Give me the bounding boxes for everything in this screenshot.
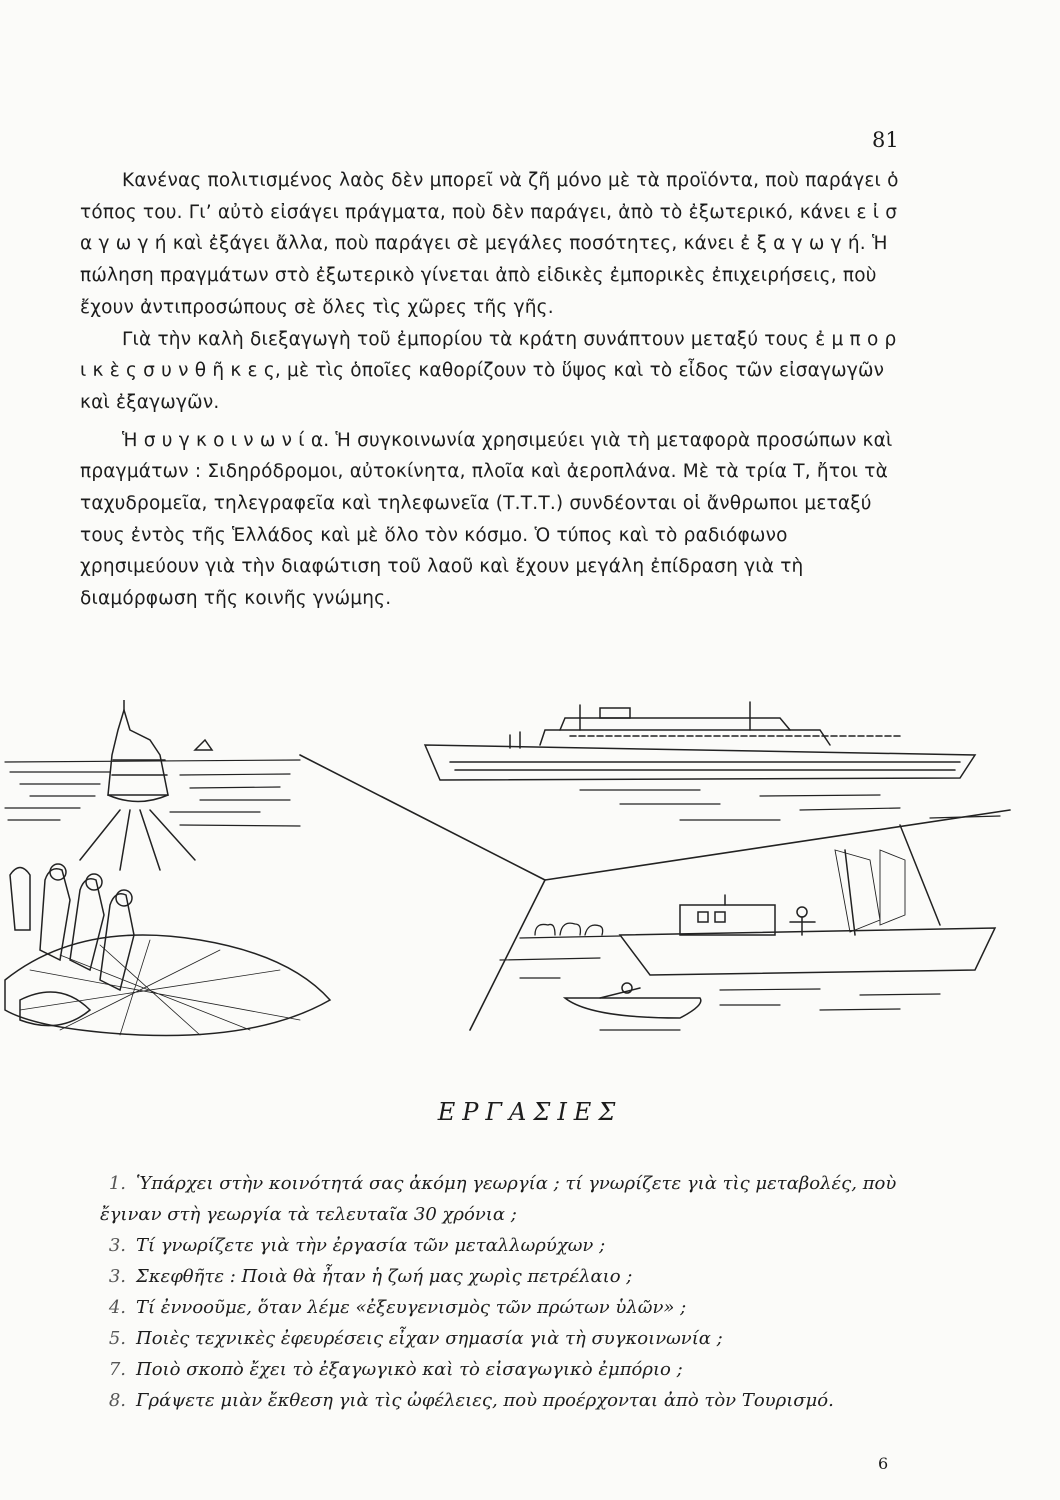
exercise-item bbox=[100, 1323, 900, 1354]
ocean-liner bbox=[425, 702, 975, 780]
exercise-item bbox=[100, 1168, 900, 1230]
sea-lines-bottom bbox=[500, 958, 940, 1030]
exercise-text: Ποιὲς τεχνικὲς ἐφευρέσεις εἶχαν σημασία γιὰ τὴ συγκοινωνία ; bbox=[136, 1328, 723, 1349]
exercise-text: Τί γνωρίζετε γιὰ τὴν ἐργασία τῶν μεταλλωρύχων ; bbox=[136, 1235, 606, 1256]
divider-bottom bbox=[470, 880, 545, 1030]
steamship-front bbox=[80, 700, 212, 870]
exercises-list bbox=[100, 1168, 900, 1416]
shore-trees bbox=[520, 923, 620, 938]
exercise-text: Ποιὸ σκοπὸ ἔχει τὸ ἐξαγωγικὸ καὶ τὸ εἰσαγωγικὸ ἐμπόριο ; bbox=[136, 1359, 683, 1380]
rowboat bbox=[565, 983, 701, 1018]
paragraph-trade: Κανένας πολιτισμένος λαὸς δὲν μπορεῖ νὰ ζῆ μόνο μὲ τὰ προϊόντα, ποὺ παράγει ὁ τόπος του. Γι’ αὐτὸ εἰσάγει πράγματα, ποὺ δὲν παράγει, ἀπὸ τὸ ἐξωτερικό, κάνει ε ἰ σ α γ ω γ ή καὶ ἐξάγει ἄλλα, ποὺ παράγει σὲ μεγάλες ποσότητες, κάνει ἐ ξ α γ ω γ ή. Ἡ πώληση πραγμάτων στὸ ἐξωτερικὸ γίνεται ἀπὸ εἰδικὲς ἐμπορικὲς ἐπιχειρήσεις, ποὺ ἔχουν ἀντιπροσώπους σὲ ὅλες τὶς χῶρες τῆς γῆς. bbox=[80, 170, 899, 318]
sea-lines-left bbox=[5, 760, 300, 826]
exercise-item bbox=[100, 1292, 900, 1323]
exercise-text: Γράψετε μιὰν ἔκθεση γιὰ τὶς ὠφέλειες, ποὺ προέρχονται ἀπὸ τὸν Τουρισμό. bbox=[136, 1390, 834, 1411]
exercise-number: 3. bbox=[108, 1235, 126, 1256]
signature-mark: 6 bbox=[878, 1454, 889, 1473]
exercises-title: ΕΡΓΑΣΙΕΣ bbox=[437, 1098, 623, 1126]
exercise-item bbox=[100, 1261, 900, 1292]
fishermen-with-nets bbox=[5, 864, 330, 1036]
page-number: 81 bbox=[872, 128, 899, 152]
exercise-item bbox=[100, 1230, 900, 1261]
paragraph-transport: Ἡ σ υ γ κ ο ι ν ω ν ί α. Ἡ συγκοινωνία χρησιμεύει γιὰ τὴ μεταφορὰ προσώπων καὶ πραγμάτων : Σιδηρόδρομοι, αὐτοκίνητα, πλοῖα καὶ ἀεροπλάνα. Μὲ τὰ τρία Τ, ἤτοι τὰ ταχυδρομεῖα, τηλεγραφεῖα καὶ τηλεφωνεῖα (Τ.Τ.Τ.) συνδέονται οἱ ἄνθρωποι μεταξύ τους ἐντὸς τῆς Ἑλλάδος καὶ μὲ ὅλο τὸν κόσμο. Ὁ τύπος καὶ τὸ ραδιόφωνο χρησιμεύουν γιὰ τὴν διαφώτιση τοῦ λαοῦ καὶ ἔχουν μεγάλη ἐπίδραση γιὰ τὴ διαμόρφωση τῆς κοινῆς γνώμης. bbox=[80, 429, 893, 610]
sea-lines-right bbox=[580, 790, 1000, 820]
exercise-text: Ὑπάρχει στὴν κοινότητά σας ἀκόμη γεωργία ; τί γνωρίζετε γιὰ τὶς μεταβολές, ποὺ ἔγιναν στὴ γεωργία τὰ τελευταῖα 30 χρόνια ; bbox=[100, 1173, 897, 1225]
body-text bbox=[80, 165, 902, 615]
exercise-number: 3. bbox=[108, 1266, 126, 1287]
divider-left bbox=[300, 755, 545, 880]
exercise-number: 8. bbox=[108, 1390, 126, 1411]
exercise-text: Σκεφθῆτε : Ποιὰ θὰ ἦταν ἡ ζωή μας χωρὶς πετρέλαιο ; bbox=[136, 1266, 633, 1287]
exercise-number: 7. bbox=[108, 1359, 126, 1380]
exercise-number: 5. bbox=[108, 1328, 126, 1349]
transport-illustration bbox=[0, 700, 1060, 1065]
paragraph-agreements: Γιὰ τὴν καλὴ διεξαγωγὴ τοῦ ἐμπορίου τὰ κράτη συνάπτουν μεταξύ τους ἐ μ π ο ρ ι κ ὲ ς σ υ ν θ ῆ κ ε ς, μὲ τὶς ὁποῖες καθορίζουν τὸ ὕψος καὶ τὸ εἶδος τῶν εἰσαγωγῶν καὶ ἐξαγωγῶν. bbox=[80, 328, 897, 413]
exercise-text: Τί ἐννοοῦμε, ὅταν λέμε «ἐξευγενισμὸς τῶν πρώτων ὑλῶν» ; bbox=[136, 1297, 687, 1318]
fishing-boat bbox=[620, 825, 995, 975]
exercise-item bbox=[100, 1385, 900, 1416]
exercise-number: 1. bbox=[108, 1173, 126, 1194]
exercise-item bbox=[100, 1354, 900, 1385]
exercise-number: 4. bbox=[108, 1297, 126, 1318]
